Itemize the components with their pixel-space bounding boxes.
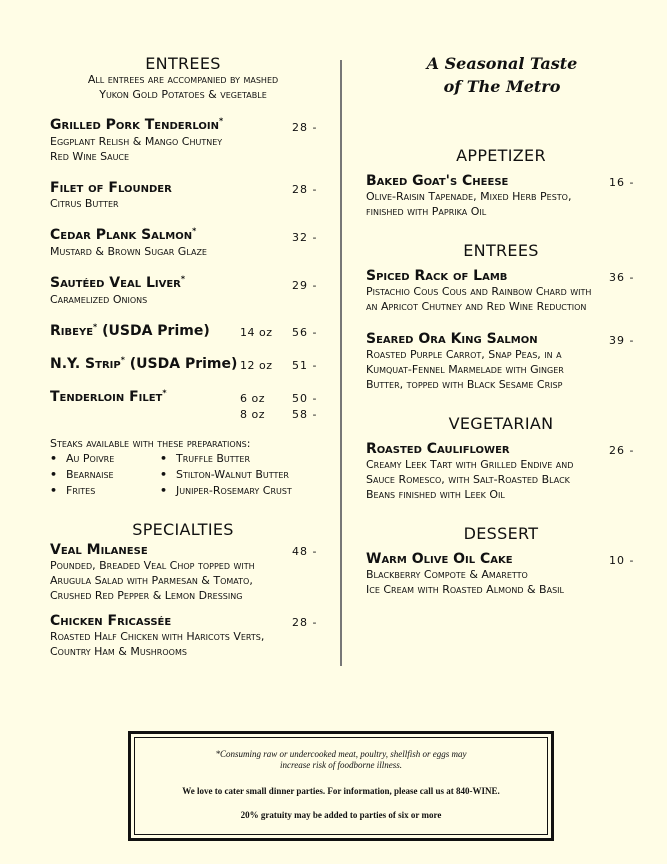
menu-item-price: 28 - — [292, 121, 318, 134]
menu-item-desc: Eggplant Relish & Mango Chutney Red Wine Sauce — [50, 135, 223, 163]
steak-price: 51 - — [292, 359, 318, 372]
menu-item-desc: Caramelized Onions — [50, 293, 148, 306]
seasonal-title: A Seasonal Taste of The Metro — [426, 54, 578, 96]
menu-item-name: Chicken Fricassée — [50, 613, 172, 629]
menu-item-price: 28 - — [292, 183, 318, 196]
specialties-heading: SPECIALTIES — [132, 520, 234, 539]
menu-item-price: 36 - — [609, 271, 635, 284]
menu-item-name: Roasted Cauliflower — [366, 441, 510, 457]
entrees-heading: ENTREES — [145, 54, 221, 73]
steak-price: 50 - — [292, 392, 318, 405]
steak-size: 8 oz — [240, 408, 265, 421]
menu-item-desc: Roasted Purple Carrot, Snap Peas, in a Kumquat-Fennel Marmelade with Ginger Butter, topped with Black Sesame Crisp — [366, 348, 564, 391]
menu-item-desc: Mustard & Brown Sugar Glaze — [50, 245, 207, 258]
entrees-note-line: All entrees are accompanied by mashed — [87, 73, 279, 86]
preparation-item: • Juniper-Rosemary Crust — [160, 484, 292, 497]
foodborne-warning: *Consuming raw or undercooked meat, poultry, shellfish or eggs may increase risk of foodborne illness. — [215, 749, 467, 770]
preparations-intro: Steaks available with these preparations: — [50, 437, 251, 450]
appetizer-heading: APPETIZER — [456, 146, 546, 165]
catering-notice: We love to cater small dinner parties. For information, please call us at 840-WINE. — [182, 786, 500, 796]
entrees-note — [50, 72, 316, 102]
menu-item-price: 29 - — [292, 279, 318, 292]
menu-item-name: Warm Olive Oil Cake — [366, 551, 513, 567]
preparation-item: • Frites — [50, 484, 95, 497]
menu-item-desc: Roasted Half Chicken with Haricots Verts, Country Ham & Mushrooms — [50, 630, 265, 658]
menu-item-price: 10 - — [609, 554, 635, 567]
menu-item-name: Seared Ora King Salmon — [366, 331, 538, 347]
menu-item-price: 39 - — [609, 334, 635, 347]
gratuity-notice: 20% gratuity may be added to parties of six or more — [240, 810, 442, 820]
steak-name: Ribeye* (USDA Prime) — [50, 322, 210, 339]
steak-name: Tenderloin Filet* — [50, 388, 167, 405]
preparation-item: • Au Poivre — [50, 452, 114, 465]
menu-item-price: 28 - — [292, 616, 318, 629]
right-entrees-heading: ENTREES — [463, 241, 539, 260]
menu-item-price: 26 - — [609, 444, 635, 457]
menu-item-name: Spiced Rack of Lamb — [366, 268, 508, 284]
steak-price: 56 - — [292, 326, 318, 339]
menu-item-name: Veal Milanese — [50, 542, 148, 558]
column-divider — [340, 60, 342, 666]
steak-price: 58 - — [292, 408, 318, 421]
steak-size: 6 oz — [240, 392, 265, 405]
entrees-note-line: Yukon Gold Potatoes & vegetable — [99, 88, 267, 101]
menu-item-name: Sautéed Veal Liver* — [50, 274, 186, 291]
menu-item-desc: Creamy Leek Tart with Grilled Endive and Sauce Romesco, with Salt-Roasted Black Beans finished with Leek Oil — [366, 458, 574, 501]
menu-item-desc: Pistachio Cous Cous and Rainbow Chard with an Apricot Chutney and Red Wine Reduction — [366, 285, 592, 313]
menu-item-desc: Citrus Butter — [50, 197, 119, 210]
menu-item-price: 32 - — [292, 231, 318, 244]
vegetarian-heading: VEGETARIAN — [448, 414, 554, 433]
steak-size: 14 oz — [240, 326, 273, 339]
preparation-item: • Stilton-Walnut Butter — [160, 468, 289, 481]
steak-size: 12 oz — [240, 359, 273, 372]
menu-item-price: 16 - — [609, 176, 635, 189]
menu-item-name: Grilled Pork Tenderloin* — [50, 116, 224, 133]
menu-item-desc: Olive-Raisin Tapenade, Mixed Herb Pesto, finished with Paprika Oil — [366, 190, 572, 218]
menu-item-name: Filet of Flounder — [50, 180, 172, 196]
menu-item-desc: Blackberry Compote & Amaretto Ice Cream with Roasted Almond & Basil — [366, 568, 564, 596]
footer-notice-box — [128, 731, 554, 841]
preparation-item: • Bearnaise — [50, 468, 114, 481]
steak-name: N.Y. Strip* (USDA Prime) — [50, 355, 238, 372]
menu-item-name: Baked Goat's Cheese — [366, 173, 509, 189]
menu-item-price: 48 - — [292, 545, 318, 558]
menu-item-desc: Pounded, Breaded Veal Chop topped with Arugula Salad with Parmesan & Tomato, Crushed Red Pepper & Lemon Dressing — [50, 559, 255, 602]
dessert-heading: DESSERT — [463, 524, 539, 543]
footer-inner-border — [134, 737, 548, 835]
preparation-item: • Truffle Butter — [160, 452, 250, 465]
menu-item-name: Cedar Plank Salmon* — [50, 226, 197, 243]
